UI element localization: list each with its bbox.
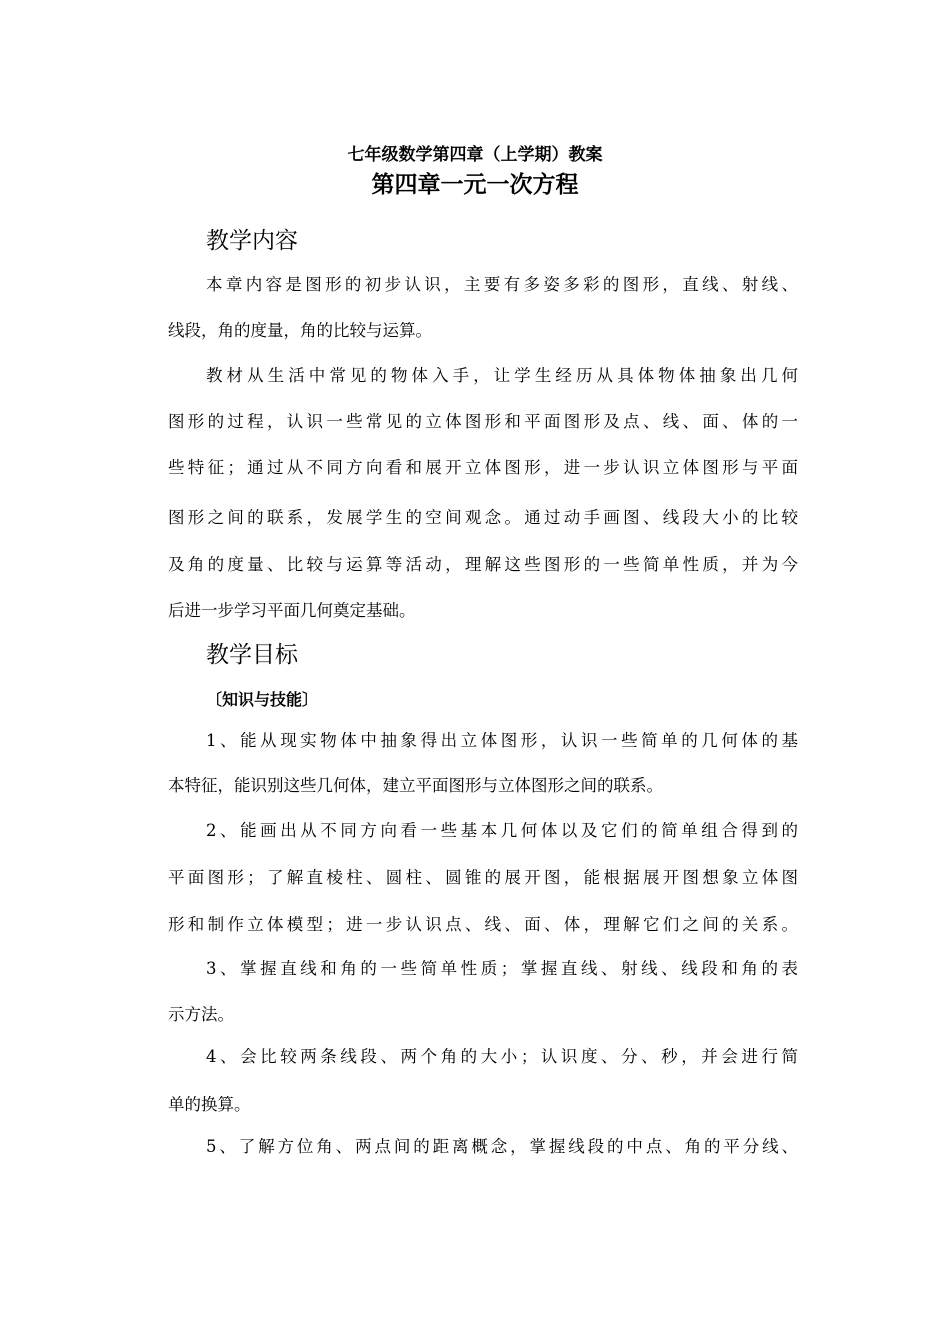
paragraph-line: 教材从生活中常见的物体入手，让学生经历从具体物体抽象出几何 (206, 366, 798, 385)
paragraph-line: 1、能从现实物体中抽象得出立体图形，认识一些简单的几何体的基 (206, 731, 798, 750)
document-title: 第四章一元一次方程 (371, 172, 579, 198)
paragraph-line: 图形的过程，认识一些常见的立体图形和平面图形及点、线、面、体的一 (168, 412, 798, 431)
paragraph-line: 本特征，能识别这些几何体，建立平面图形与立体图形之间的联系。 (168, 776, 663, 795)
paragraph-line: 线段，角的度量，角的比较与运算。 (168, 321, 432, 340)
section-heading-objectives: 教学目标 (206, 642, 298, 668)
paragraph-line: 图形之间的联系，发展学生的空间观念。通过动手画图、线段大小的比较 (168, 508, 798, 527)
section-heading-content: 教学内容 (206, 228, 298, 254)
paragraph-line: 2、能画出从不同方向看一些基本几何体以及它们的简单组合得到的 (206, 821, 798, 840)
paragraph-line: 4、会比较两条线段、两个角的大小；认识度、分、秒，并会进行简 (206, 1047, 798, 1066)
paragraph-line: 些特征；通过从不同方向看和展开立体图形，进一步认识立体图形与平面 (168, 458, 798, 477)
document-subtitle: 七年级数学第四章（上学期）教案 (347, 145, 603, 165)
paragraph-line: 示方法。 (168, 1005, 234, 1024)
paragraph-line: 3、掌握直线和角的一些简单性质；掌握直线、射线、线段和角的表 (206, 959, 798, 978)
paragraph-line: 5、了解方位角、两点间的距离概念，掌握线段的中点、角的平分线、 (206, 1137, 798, 1156)
paragraph-line: 及角的度量、比较与运算等活动，理解这些图形的一些简单性质，并为今 (168, 555, 798, 574)
paragraph-line: 形和制作立体模型；进一步认识点、线、面、体，理解它们之间的关系。 (168, 915, 798, 934)
paragraph-line: 后进一步学习平面几何奠定基础。 (168, 601, 416, 620)
paragraph-line: 本章内容是图形的初步认识，主要有多姿多彩的图形，直线、射线、 (206, 275, 798, 294)
paragraph-line: 平面图形；了解直棱柱、圆柱、圆锥的展开图，能根据展开图想象立体图 (168, 868, 798, 887)
paragraph-line: 单的换算。 (168, 1095, 251, 1114)
subsection-heading: 〔知识与技能〕 (206, 690, 319, 709)
